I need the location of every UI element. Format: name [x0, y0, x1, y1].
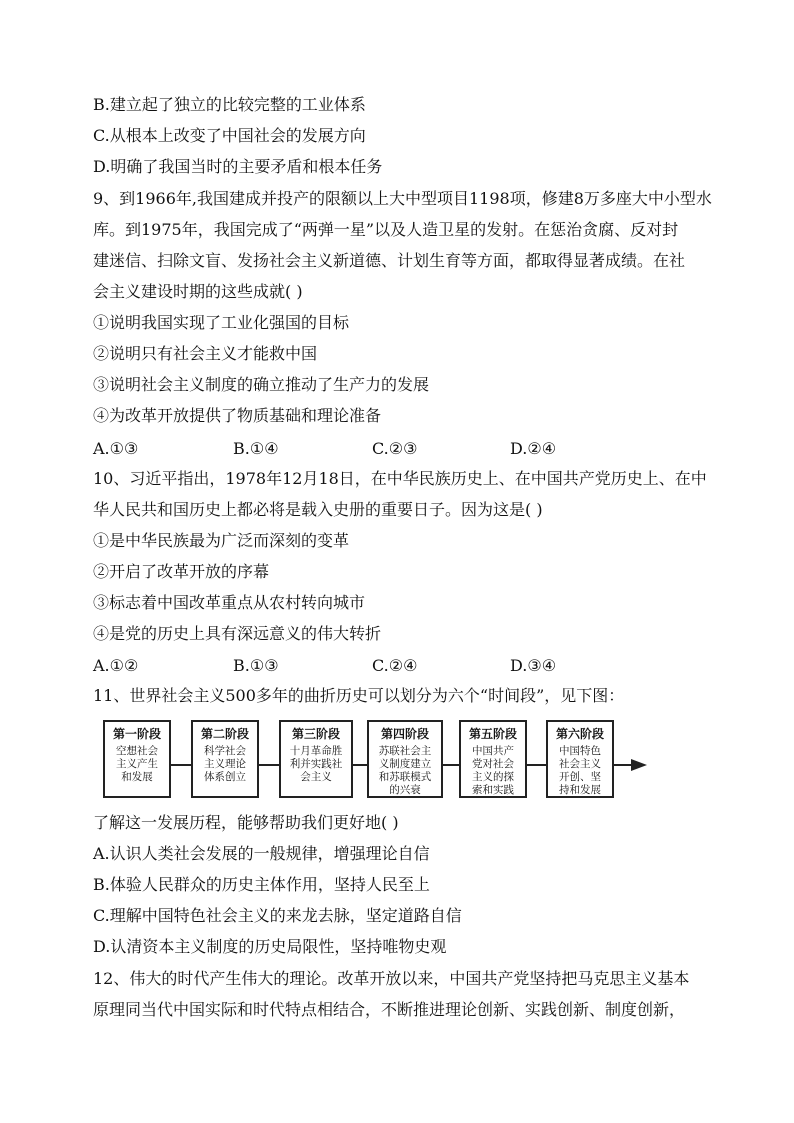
q10-answer-options	[93, 656, 713, 676]
stage-description: 科学社会 主义理论 体系创立	[204, 745, 246, 783]
q9-stem-line-4: 会主义建设时期的这些成就( )	[93, 282, 303, 301]
q9-answer-options	[93, 439, 713, 459]
q11-option-b: B.体验人民群众的历史主体作用，坚持人民至上	[93, 875, 430, 894]
stage-title: 第一阶段	[112, 727, 161, 741]
q9-stem-line-1: 9、到1966年,我国建成并投产的限额以上大中型项目1198项，修建8万多座大中小型水	[93, 189, 712, 208]
timeline-stage-4	[367, 720, 443, 798]
q10-option-c: C.②④	[372, 656, 418, 675]
q11-stem-line-2: 了解这一发展历程，能够帮助我们更好地( )	[93, 813, 399, 832]
q10-statement-1: ①是中华民族最为广泛而深刻的变革	[93, 531, 350, 550]
q9-option-c: C.②③	[372, 439, 418, 458]
q8-option-d: D.明确了我国当时的主要矛盾和根本任务	[93, 157, 383, 176]
stage-description: 中国特色 社会主义 开创、坚 持和发展	[559, 745, 601, 796]
q12-stem-line-2: 原理同当代中国实际和时代特点相结合，不断推进理论创新、实践创新、制度创新，	[93, 1000, 686, 1019]
q11-option-a: A.认识人类社会发展的一般规律，增强理论自信	[93, 844, 430, 863]
q9-statement-1: ①说明我国实现了工业化强国的目标	[93, 313, 350, 332]
q11-stem-line-1: 11、世界社会主义500多年的曲折历史可以划分为六个“时间段”，见下图：	[93, 686, 625, 705]
stage-title: 第六阶段	[555, 727, 604, 741]
q12-stem-line-1: 12、伟大的时代产生伟大的理论。改革开放以来，中国共产党坚持把马克思主义基本	[93, 969, 690, 988]
q9-option-d: D.②④	[510, 439, 557, 458]
stage-description: 中国共产 党对社会 主义的探 索和实践	[472, 745, 514, 796]
q9-stem-line-3: 建迷信、扫除文盲、发扬社会主义新道德、计划生育等方面，都取得显著成绩。在社	[93, 251, 686, 270]
q9-option-a: A.①③	[93, 439, 139, 458]
timeline-stage-6	[546, 720, 614, 798]
q8-option-c: C.从根本上改变了中国社会的发展方向	[93, 126, 366, 145]
q9-stem-line-2: 库。到1975年，我国完成了“两弹一星”以及人造卫星的发射。在惩治贪腐、反对封	[93, 220, 679, 239]
socialism-timeline-diagram	[103, 716, 651, 804]
stage-description: 十月革命胜 利并实践社 会主义	[289, 745, 343, 783]
q9-statement-3: ③说明社会主义制度的确立推动了生产力的发展	[93, 375, 430, 394]
q10-stem-line-1: 10、习近平指出，1978年12月18日，在中华民族历史上、在中国共产党历史上、在中	[93, 469, 707, 488]
q10-option-a: A.①②	[93, 656, 139, 675]
timeline-stage-3	[279, 720, 353, 798]
timeline-stage-2	[191, 720, 259, 798]
q10-option-d: D.③④	[510, 656, 557, 675]
q11-option-c: C.理解中国特色社会主义的来龙去脉，坚定道路自信	[93, 906, 462, 925]
timeline-stage-1	[103, 720, 171, 798]
stage-title: 第二阶段	[200, 727, 249, 741]
timeline-arrow-icon	[631, 759, 647, 771]
stage-title: 第四阶段	[380, 727, 429, 741]
stage-title: 第五阶段	[468, 727, 517, 741]
q10-stem-line-2: 华人民共和国历史上都必将是载入史册的重要日子。因为这是( )	[93, 500, 543, 519]
q10-option-b: B.①③	[233, 656, 279, 675]
stage-description: 苏联社会主 义制度建立 和苏联模式 的兴衰	[378, 745, 432, 796]
stage-title: 第三阶段	[291, 727, 340, 741]
q10-statement-3: ③标志着中国改革重点从农村转向城市	[93, 593, 366, 612]
q10-statement-4: ④是党的历史上具有深远意义的伟大转折	[93, 624, 382, 643]
q9-statement-4: ④为改革开放提供了物质基础和理论准备	[93, 406, 382, 425]
q8-option-b: B.建立起了独立的比较完整的工业体系	[93, 95, 366, 114]
q9-option-b: B.①④	[233, 439, 279, 458]
q11-option-d: D.认清资本主义制度的历史局限性，坚持唯物史观	[93, 937, 447, 956]
stage-description: 空想社会 主义产生 和发展	[116, 745, 158, 783]
timeline-stage-5	[459, 720, 527, 798]
q10-statement-2: ②开启了改革开放的序幕	[93, 562, 270, 581]
q9-statement-2: ②说明只有社会主义才能救中国	[93, 344, 318, 363]
